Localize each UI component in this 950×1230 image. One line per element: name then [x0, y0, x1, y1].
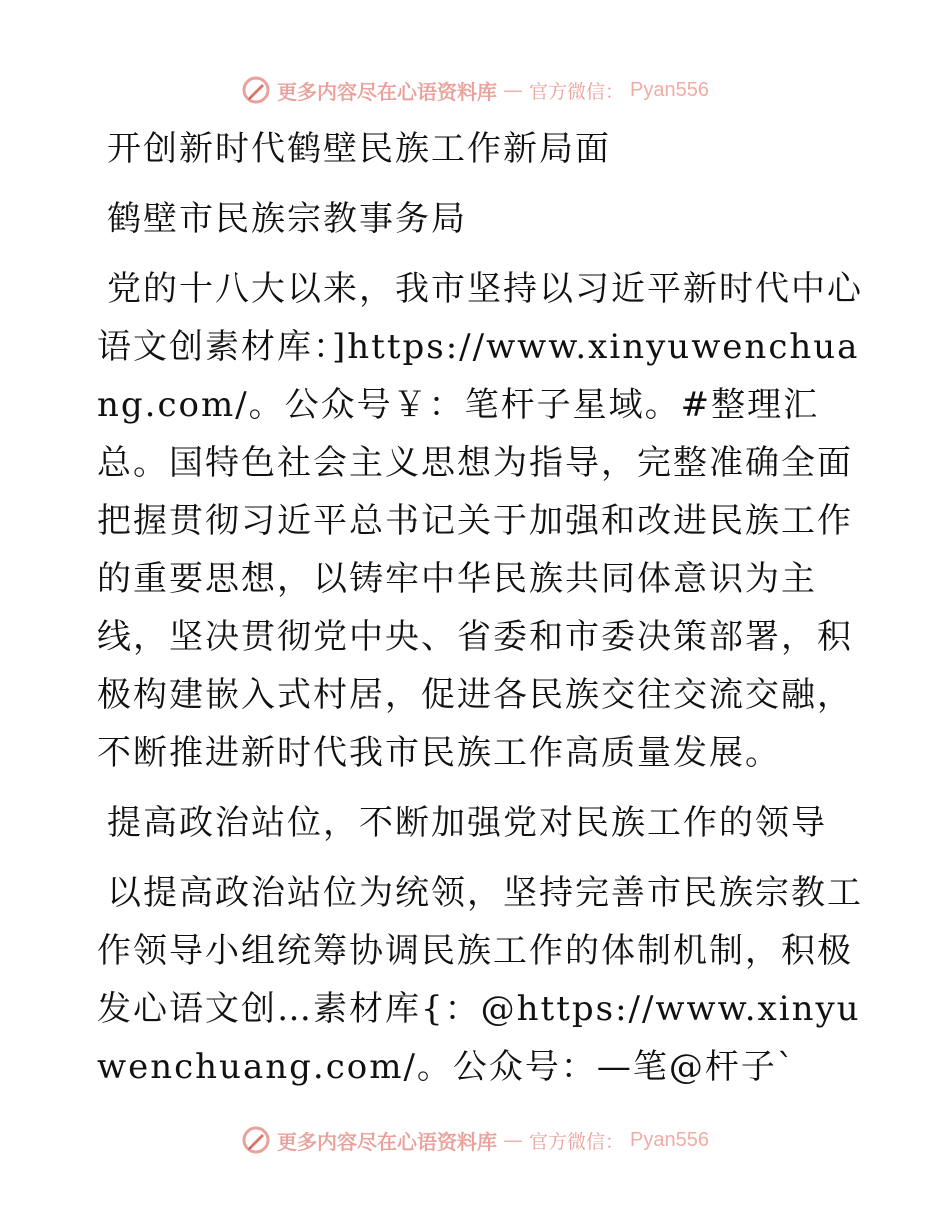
banner-separator: —	[503, 1128, 523, 1152]
document-author: 鹤壁市民族宗教事务局	[107, 199, 467, 239]
pen-circle-logo-icon	[241, 1125, 271, 1155]
banner-slogan: 更多内容尽在心语资料库	[277, 1129, 497, 1154]
document-title: 开创新时代鹤壁民族工作新局面	[107, 129, 611, 169]
footer-watermark-banner	[0, 1120, 950, 1160]
banner-wechat-id: Pyan556	[630, 78, 709, 101]
body-paragraph: 以提高政治站位为统领，坚持完善市民族宗教工作领导小组统筹协调民族工作的体制机制，积极发心语文创…素材库{：@https://www.xinyuwenchuang.com/。公众号：—笔@杆子`	[97, 873, 863, 1087]
banner-separator: —	[503, 78, 523, 102]
pen-circle-logo-icon	[241, 75, 271, 105]
banner-wechat-id: Pyan556	[630, 1128, 709, 1151]
document-body	[97, 120, 877, 1108]
banner-wechat-label: 官方微信：	[529, 80, 625, 103]
banner-slogan: 更多内容尽在心语资料库	[277, 79, 497, 104]
header-watermark-banner	[0, 70, 950, 110]
section-heading: 提高政治站位，不断加强党对民族工作的领导	[107, 803, 827, 843]
banner-wechat-label: 官方微信：	[529, 1130, 625, 1153]
body-paragraph: 党的十八大以来，我市坚持以习近平新时代中心语文创素材库：]https://www.xinyuwenchuang.com/。公众号￥：笔杆子星域。#整理汇总。国特色社会主义思想为指导，完整准确全面把握贯彻习近平总书记关于加强和改进民族工作的重要思想，以铸牢中华民族共同体意识为主线，坚决贯彻党中央、省委和市委决策部署，积极构建嵌入式村居，促进各民族交往交流交融，不断推进新时代我市民族工作高质量发展。	[97, 269, 863, 773]
